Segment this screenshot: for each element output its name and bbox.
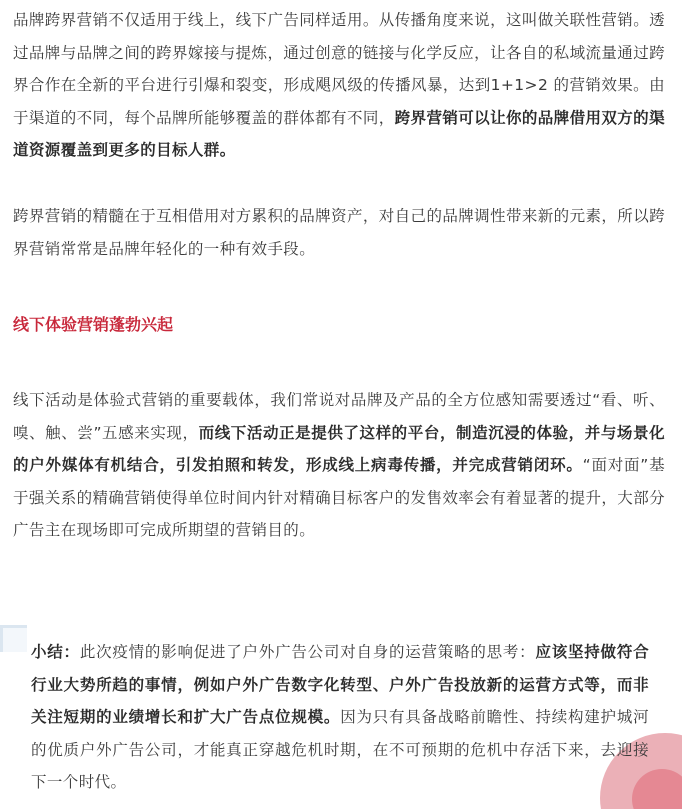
summary-label: 小结： <box>31 643 80 661</box>
section-heading: 线下体验营销蓬勃兴起 <box>13 315 174 334</box>
paragraph-bold-text: 而线下活动正是提供了这样的平台，制造沉浸的体验，并与场景化的户外媒体有机结合，引发拍照和转发，形成线上病毒传播，并完成营销闭环。 <box>13 423 665 475</box>
paragraph-text: 品牌跨界营销不仅适用于线上，线下广告同样适用。从传播角度来说，这叫做关联性营销。透过品牌与品牌之间的跨界嫁接与提炼，通过创意的链接与化学反应，让各自的私域流量通过跨界合作在全新的平台进行引爆和裂变，形成飓风级的传播风暴，达到1+1>2 的营销效果。由于渠道的不同，每个品牌所能够覆盖的群体都有不同， <box>13 11 665 127</box>
summary-box <box>0 625 682 809</box>
summary-text <box>31 636 649 799</box>
summary-text-part: 此次疫情的影响促进了户外广告公司对自身的运营策略的思考： <box>79 643 536 661</box>
paragraph-bold-text: 跨界营销可以让你的品牌借用双方的渠道资源覆盖到更多的目标人群。 <box>13 108 665 160</box>
paragraph-cross-marketing <box>13 4 665 167</box>
corner-decoration <box>0 625 27 652</box>
summary-bold-text: 应该坚持做符合行业大势所趋的事情，例如户外广告数字化转型、户外广告投放新的运营方式等，而非关注短期的业绩增长和扩大广告点位规模。 <box>31 643 650 727</box>
summary-text-part: 因为只有具备战略前瞻性、持续构建护城河的优质户外广告公司，才能真正穿越危机时期，在不可预期的危机中存活下来，去迎接下一个时代。 <box>31 708 649 792</box>
paragraph-offline-activity <box>13 384 665 547</box>
paragraph-text: “面对面”基于强关系的精确营销使得单位时间内针对精确目标客户的发售效率会有着显著的提升，大部分广告主在现场即可完成所期望的营销目的。 <box>13 456 665 540</box>
paragraph-brand-assets <box>13 200 665 265</box>
paragraph-text: 跨界营销的精髓在于互相借用对方累积的品牌资产，对自己的品牌调性带来新的元素，所以跨界营销常常是品牌年轻化的一种有效手段。 <box>13 207 665 258</box>
paragraph-text: 线下活动是体验式营销的重要载体，我们常说对品牌及产品的全方位感知需要透过“看、听、嗅、触、尝”五感来实现， <box>13 391 665 442</box>
